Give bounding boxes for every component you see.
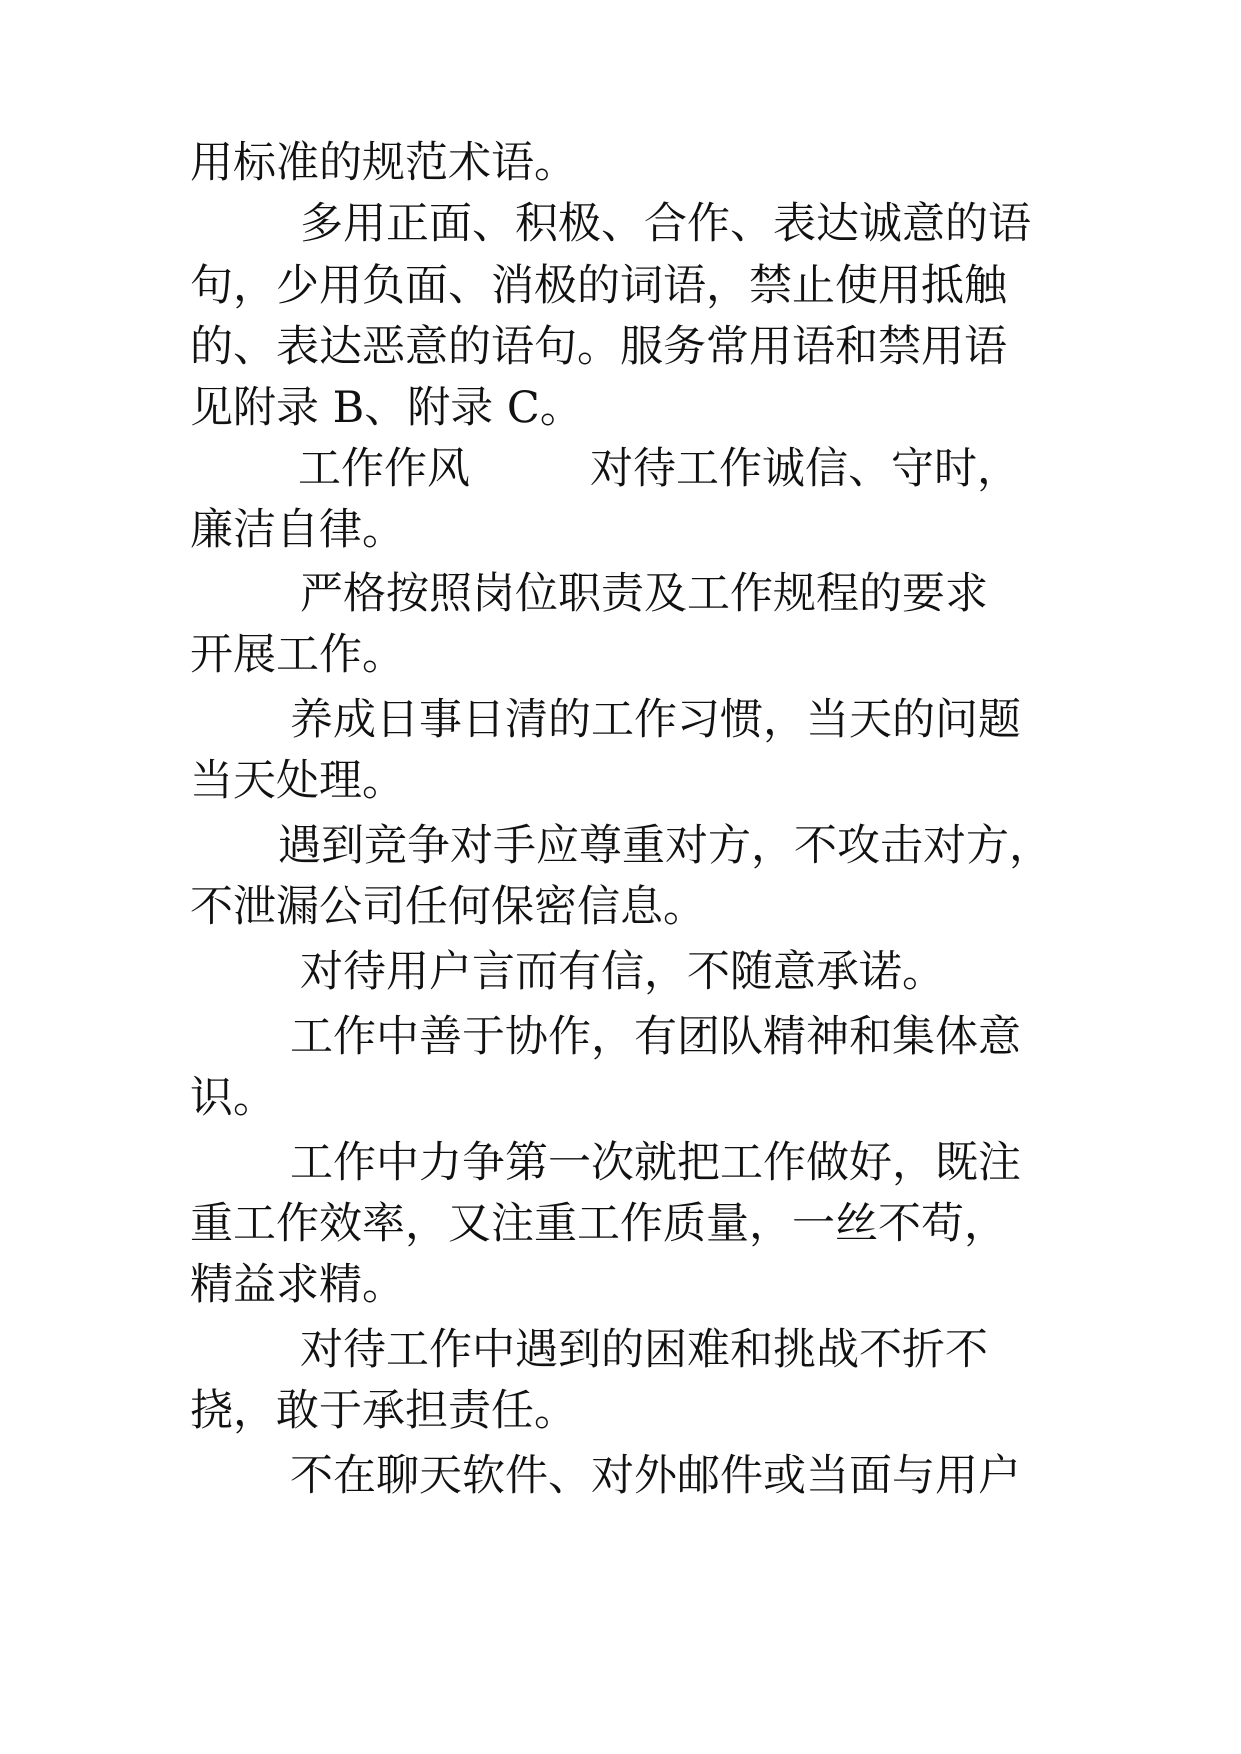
text-line: 精益求精。 [190,1260,405,1310]
text-line: 工作中力争第一次就把工作做好，既注 [290,1138,1021,1188]
text-line: 当天处理。 [190,756,405,806]
text-line: 识。 [190,1073,276,1123]
text-line: 工作中善于协作，有团队精神和集体意 [290,1012,1021,1062]
section-heading: 工作作风 [298,444,470,494]
text-line: 开展工作。 [190,630,405,680]
text-line: 不在聊天软件、对外邮件或当面与用户 [290,1451,1021,1501]
text-line: 挠，敢于承担责任。 [190,1386,577,1436]
text-line: 对待用户言而有信，不随意承诺。 [300,947,945,997]
text-line: 的、表达恶意的语句。服务常用语和禁用语 [190,322,1007,372]
text-line: 用标准的规范术语。 [190,138,577,188]
text-line: 养成日事日清的工作习惯，当天的问题 [290,695,1021,745]
text-line: 句，少用负面、消极的词语，禁止使用抵触 [190,261,1007,311]
text-line: 对待工作诚信、守时， [590,444,1020,494]
text-line: 廉洁自律。 [190,505,405,555]
text-line: 见附录 B、附录 C。 [190,383,583,433]
text-line: 遇到竞争对手应尊重对方，不攻击对方， [278,821,1052,871]
text-line: 对待工作中遇到的困难和挑战不折不 [300,1325,988,1375]
text-line: 重工作效率，又注重工作质量，一丝不苟， [190,1199,1007,1249]
text-line: 不泄漏公司任何保密信息。 [190,882,706,932]
text-line: 严格按照岗位职责及工作规程的要求 [300,569,988,619]
text-line: 多用正面、积极、合作、表达诚意的语 [300,199,1031,249]
